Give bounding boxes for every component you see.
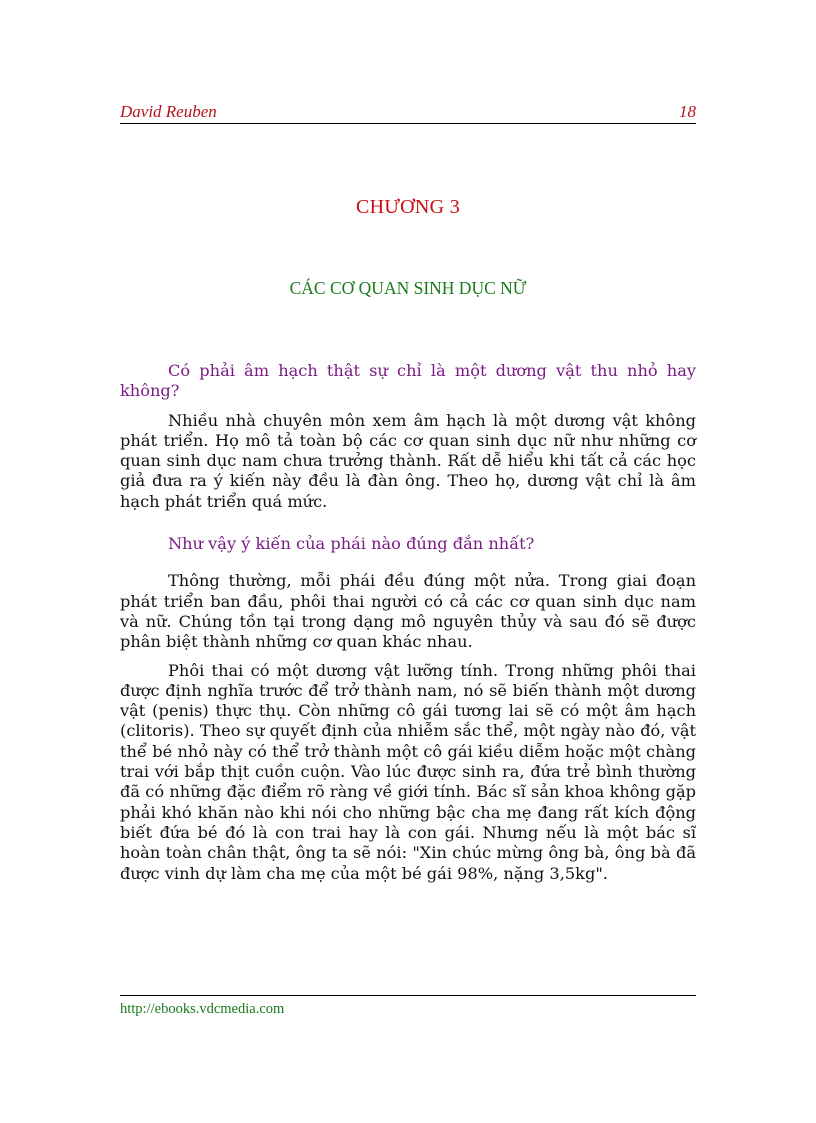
body-text [120,361,696,884]
footer-url: http://ebooks.vdcmedia.com [120,1001,285,1017]
header-author: David Reuben [120,102,217,121]
chapter-title: CHƯƠNG 3 [355,196,461,218]
footer [120,995,696,1018]
page-number: 18 [679,102,696,121]
question-2: Như vậy ý kiến của phái nào đúng đắn nhất? [168,534,535,554]
chapter-subtitle: CÁC CƠ QUAN SINH DỤC NỮ [289,278,527,298]
question-1: Có phải âm hạch thật sự chỉ là một dương vật thu nhỏ hay không? [120,361,696,401]
answer-2: Thông thường, mỗi phái đều đúng một nửa. Trong giai đoạn phát triển ban đầu, phôi thai người có cả các cơ quan sinh dục nam và nữ. Chúng tồn tại trong dạng mô nguyên thủy và sau đó sẽ được phân biệt thành những cơ quan khác nhau. [120,571,696,652]
answer-3: Phôi thai có một dương vật lưỡng tính. Trong những phôi thai được định nghĩa trước để trở thành nam, nó sẽ biến thành một dương vật (penis) thực thụ. Còn những cô gái tương lai sẽ có một âm hạch (clitoris). Theo sự quyết định của nhiễm sắc thể, một ngày nào đó, vật thể bé nhỏ này có thể trở thành một cô gái kiều diễm hoặc một chàng trai với bắp thịt cuồn cuộn. Vào lúc được sinh ra, đứa trẻ bình thường đã có những đặc điểm rõ ràng về giới tính. Bác sĩ sản khoa không gặp phải khó khăn nào khi nói cho những bậc cha mẹ đang rất kích động biết đứa bé đó là con trai hay là con gái. Nhưng nếu là một bác sĩ hoàn toàn chân thật, ông ta sẽ nói: "Xin chúc mừng ông bà, ông bà đã được vinh dự làm cha mẹ của một bé gái 98%, nặng 3,5kg". [120,660,696,883]
answer-1: Nhiều nhà chuyên môn xem âm hạch là một dương vật không phát triển. Họ mô tả toàn bộ các cơ quan sinh dục nữ như những cơ quan sinh dục nam chưa trưởng thành. Rất dễ hiểu khi tất cả các học giả đưa ra ý kiến này đều là đàn ông. Theo họ, dương vật chỉ là âm hạch phát triển quá mức. [120,410,696,511]
running-header [120,101,696,124]
